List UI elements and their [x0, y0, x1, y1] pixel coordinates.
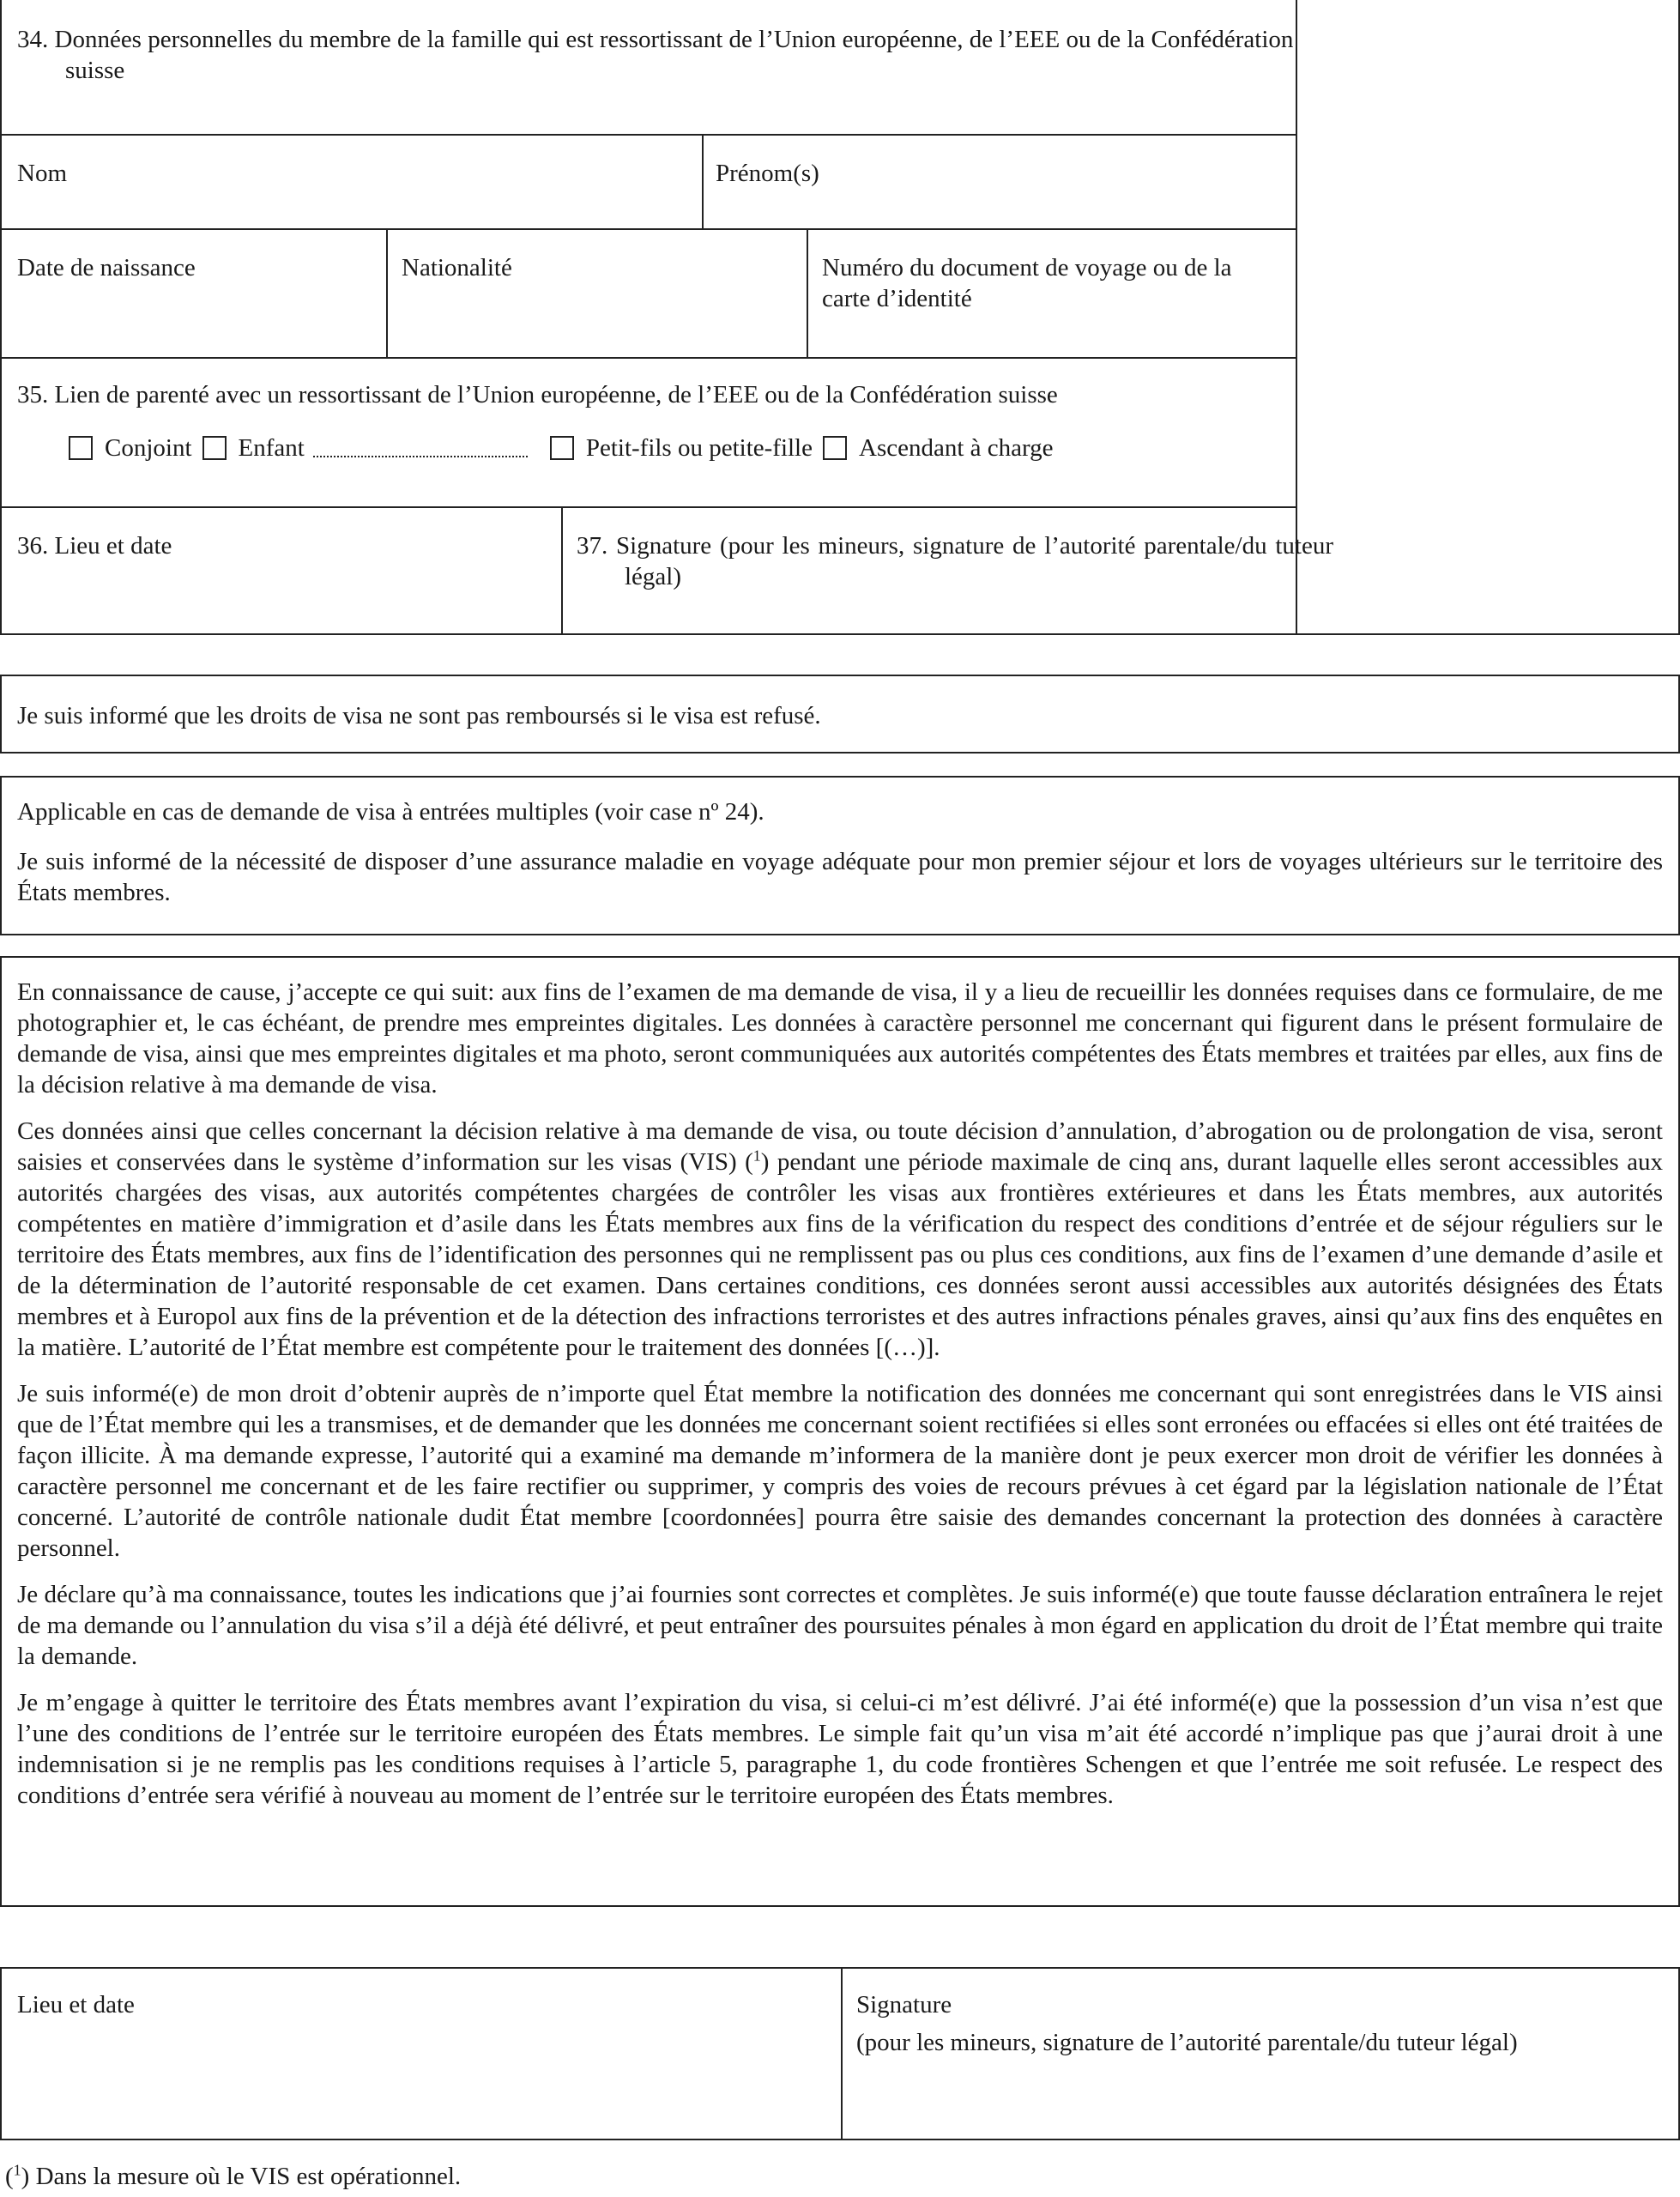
nationality-label: Nationalité [402, 254, 512, 281]
dob-label: Date de naissance [17, 254, 196, 281]
refund-notice: Je suis informé que les droits de visa ne sont pas remboursés si le visa est refusé. [17, 702, 821, 729]
section-34-title: 34. Données personnelles du membre de la famille qui est ressortissant de l’Union européenne, de l’EEE ou de la Confédération suisse [17, 26, 1294, 84]
doc-number-label: Numéro du document de voyage ou de la carte d’identité [822, 254, 1232, 312]
footnote-ref: 1 [752, 1147, 761, 1165]
multiple-entry-line1: Applicable en cas de demande de visa à entrées multiples (voir case nº 24). [17, 798, 764, 826]
option-ascendant[interactable] [823, 433, 1054, 463]
final-place-date-field[interactable] [2, 2025, 839, 2139]
declaration-paragraph-2 [17, 1116, 1663, 1363]
enfant-dotted-field[interactable] [313, 439, 528, 457]
checkbox-icon[interactable] [69, 436, 93, 460]
final-place-date-label: Lieu et date [17, 1991, 135, 2018]
checkbox-icon[interactable] [550, 436, 574, 460]
nom-field[interactable] [2, 136, 702, 228]
nom-label: Nom [17, 160, 67, 187]
section-37-label: 37. Signature (pour les mineurs, signature de l’autorité parentale/du tuteur légal) [577, 532, 1333, 590]
place-date-field-36[interactable] [2, 558, 559, 633]
prenom-field[interactable] [704, 136, 1296, 228]
signature-field-37[interactable] [563, 592, 1294, 633]
option-label: Petit-fils ou petite-fille [585, 434, 813, 462]
declaration-paragraph-5: Je m’engage à quitter le territoire des États membres avant l’expiration du visa, si celui-ci m’est délivré. J’ai été informé(e) que la possession d’un visa n’est que l’une des conditions de l’entrée sur le territoire européen des États membres. Le simple fait qu’un visa m’ait été accordé n’implique pas que j’aurai droit à une indemnisation si je ne remplis pas les conditions requises à l’article 5, paragraphe 1, du code frontières Schengen et que l’entrée me soit refusée. Le respect des conditions d’entrée sera vérifié à nouveau au moment de l’entrée sur le territoire européen des États membres. [17, 1689, 1663, 1809]
footnote: ($^1$) Dans la mesure où le VIS est opérationnel. [5, 2161, 462, 2190]
checkbox-icon[interactable] [202, 436, 227, 460]
declaration-p2-text: ) pendant une période maximale de cinq ans, durant laquelle elles seront accessibles aux autorités chargées des visas, aux autorités compétentes chargées de contrôler les visas aux frontières extérieures et dans les États membres, aux autorités compétentes en matière d’immigration et d’asile dans les États membres aux fins de la vérification du respect des conditions d’entrée et de séjour réguliers sur le territoire des États membres, aux fins de l’identification des personnes qui ne remplissent pas ou plus ces conditions, aux fins de l’examen d’une demande d’asile et de la détermination de l’autorité responsable de cet examen. Dans certaines conditions, ces données seront aussi accessibles aux autorités désignées des États membres et à Europol aux fins de la prévention et de la détection des infractions terroristes et des autres infractions pénales graves, ainsi qu’aux fins des enquêtes en la matière. L’autorité de l’État membre est compétente pour le traitement des données [(…)]. [17, 1148, 1663, 1361]
declaration-paragraph-4: Je déclare qu’à ma connaissance, toutes les indications que j’ai fournies sont correctes et complètes. Je suis informé(e) que toute fausse déclaration entraînera le rejet de ma demande ou l’annulation du visa s’il a déjà été délivré, et peut entraîner des poursuites pénales à mon égard en application du droit de l’État membre qui traite la demande. [17, 1581, 1663, 1670]
declaration-paragraph-1: En connaissance de cause, j’accepte ce qui suit: aux fins de l’examen de ma demande de visa, il y a lieu de recueillir les données requises dans ce formulaire, de me photographier et, le cas échéant, de prendre mes empreintes digitales. Les données à caractère personnel me concernant qui figurent dans le présent formulaire de demande de visa, ainsi que mes empreintes digitales et ma photo, seront communiquées aux autorités compétentes des États membres et traitées par elles, aux fins de la décision relative à ma demande de visa. [17, 978, 1663, 1098]
final-signature-field[interactable] [843, 2063, 1678, 2139]
row-divider [0, 506, 1296, 508]
multiple-entry-line2: Je suis informé de la nécessité de disposer d’une assurance maladie en voyage adéquate pour mon premier séjour et lors de voyages ultérieurs sur le territoire des États membres. [17, 848, 1663, 906]
prenom-label: Prénom(s) [716, 160, 819, 187]
option-conjoint[interactable] [69, 433, 192, 463]
option-enfant[interactable] [202, 433, 540, 463]
option-label: Enfant [238, 434, 305, 462]
row-divider [0, 357, 1296, 359]
declaration-p2-text: Ces données ainsi que celles concernant la décision relative à ma demande de visa, ou toute décision d’annulation, d’abrogation ou de prolongation de visa, seront saisies et conservées dans le système d’information sur les visas (VIS) ( [17, 1117, 1663, 1176]
option-label: Conjoint [105, 434, 192, 462]
final-signature-label: Signature [856, 1991, 952, 2018]
checkbox-icon[interactable] [823, 436, 847, 460]
footnote-text: Dans la mesure où le VIS est opérationnel. [35, 2163, 462, 2190]
dob-field[interactable] [2, 230, 386, 357]
declaration-paragraph-3: Je suis informé(e) de mon droit d’obtenir auprès de n’importe quel État membre la notification des données me concernant qui sont enregistrées dans le VIS ainsi que de l’État membre qui les a transmises, et de demander que les données me concernant soient rectifiées si elles sont erronées ou effacées si elles ont été traitées de façon illicite. À ma demande expresse, l’autorité qui a examiné ma demande m’informera de la manière dont je peux exercer mon droit de vérifier les données à caractère personnel me concernant et de les faire rectifier ou supprimer, y compris des voies de recours prévues à cet égard par la législation nationale de l’État concerné. L’autorité de contrôle nationale dudit État membre [coordonnées] pourra être saisie des demandes concernant la protection des données à caractère personnel. [17, 1380, 1663, 1562]
option-petit-fils[interactable] [550, 433, 813, 463]
option-label: Ascendant à charge [859, 434, 1054, 462]
nationality-field[interactable] [388, 230, 807, 357]
final-signature-note: (pour les mineurs, signature de l’autorité parentale/du tuteur légal) [856, 2029, 1518, 2056]
relationship-options [69, 433, 1064, 463]
doc-number-field[interactable] [808, 230, 1296, 357]
section-35-title: 35. Lien de parenté avec un ressortissant de l’Union européenne, de l’EEE ou de la Confédération suisse [17, 381, 1058, 409]
section-36-label: 36. Lieu et date [17, 532, 172, 560]
footnote-marker: 1 [13, 2161, 21, 2179]
declaration-text [17, 977, 1663, 1826]
